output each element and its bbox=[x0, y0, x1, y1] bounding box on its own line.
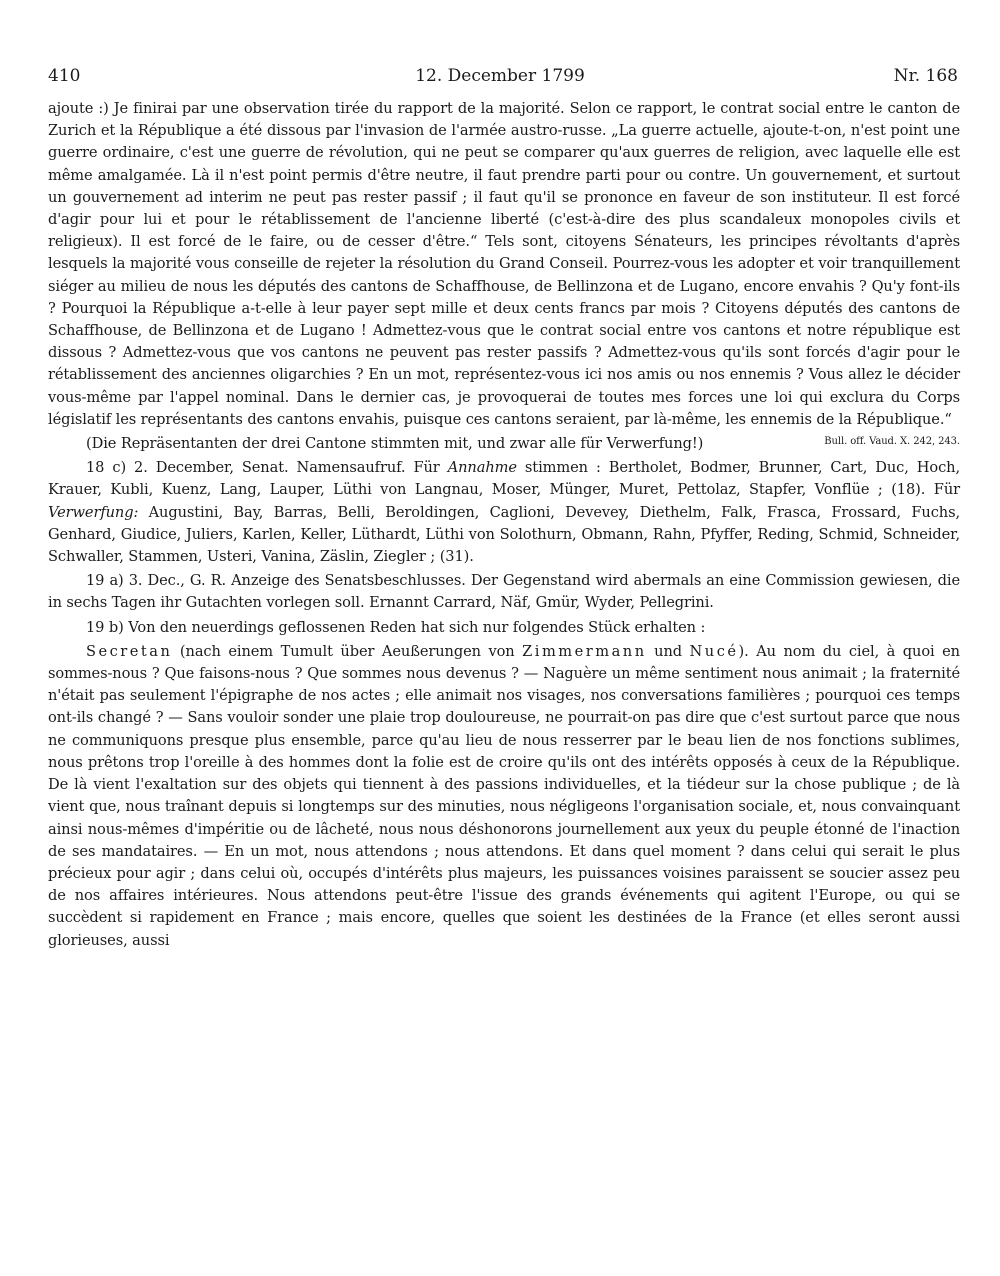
paragraph-senate-vote: 18 c) 2. December, Senat. Namensaufruf. Für Annahme stimmen : Bertholet, Bodmer, Brunner, Cart, Duc, Hoch, Krauer, Kubli, Kuenz, Lang, Lauper, Lüthi von Langnau, Moser, Münger, Muret, Pettolaz, Stapfer, Vonflüe ; (18). Für Verwerfung: Augustini, Bay, Barras, Belli, Beroldingen, Caglioni, Devevey, Diethelm, Falk, Frasca, Frossard, Fuchs, Genhard, Giudice, Juliers, Karlen, Keller, Lüthardt, Lüthi von Solothurn, Obmann, Rahn, Pfyffer, Reding, Schmid, Schneider, Schwaller, Stammen, Usteri, Vanina, Zäslin, Ziegler ; (31). bbox=[48, 459, 960, 566]
issue-number: Nr. 168 bbox=[893, 66, 958, 86]
paragraph-secretan-speech: Secretan (nach einem Tumult über Aeußerungen von Zimmermann und Nucé). Au nom du ciel, à quoi en sommes-nous ? Que faisons-nous ? Que sommes nous devenus ? — Naguère un même sentiment nous animait ; la fraternité n'était pas seulement l'épigraphe de nos actes ; elle animait nos visages, nos conversations familières ; pourquoi ces temps ont-ils changé ? — Sans vouloir sonder une plaie trop douloureuse, ne pourrait-on pas dire que c'est surtout parce que nous ne communiquons presque plus ensemble, parce qu'au lieu de nous resserrer par le beau lien de nos fonctions sublimes, nous prêtons trop l'oreille à des hommes dont la folie est de croire qu'ils ont des intérêts opposés à ceux de la République. De là vient l'exaltation sur des objets qui tiennent à des passions individuelles, et la tiédeur sur la chose publique ; de là vient que, nous traînant depuis si longtemps sur des minuties, nous négligeons l'organisation sociale, et, nous convainquant ainsi nous-mêmes d'impéritie ou de lâcheté, nous nous déshonorons journellement aux yeux du peuple étonné de l'inaction de ses mandataires. — En un mot, nous attendons ; nous attendons. Et dans quel moment ? dans celui qui serait le plus précieux pour agir ; dans celui où, occupés d'intérêts plus majeurs, les puissances voisines paraissent se soucier assez peu de nos affaires intérieures. Nous attendons peut-être l'issue des grands événements qui agitent l'Europe, ou qui se succèdent si rapidement en France ; mais encore, quelles que soient les destinées de la France (et elles seront aussi glorieuses, aussi bbox=[48, 642, 960, 949]
paragraph-representatives-note: (Die Repräsentanten der drei Cantone stimmten mit, und zwar alle für Verwerfung!) bbox=[86, 435, 704, 453]
paragraph-secretan-speech-end: ajoute :) Je finirai par une observation tirée du rapport de la majorité. Selon ce rapport, le contrat social entre le canton de Zurich et la République a été dissous par l'invasion de l'armée austro-russe. „La guerre actuelle, ajoute-t-on, n'est point une guerre ordinaire, c'est une guerre de révolution, qui ne peut se comparer qu'aux guerres de religion, avec laquelle elle est même amalgamée. Là il n'est point permis d'être neutre, il faut prendre parti pour ou contre. Un gouvernement, et surtout un gouvernement ad interim ne peut pas rester passif ; il faut qu'il se prononce en faveur de son instituteur. Il est forcé d'agir pour lui et pour le rétablissement de l'ancienne liberté (c'est-à-dire des plus scandaleux monopoles civils et religieux). Il est forcé de le faire, ou de cesser d'être.“ Tels sont, citoyens Sénateurs, les principes révoltants d'après lesquels la majorité vous conseille de rejeter la résolution du Grand Conseil. Pourrez-vous les adopter et voir tranquillement siéger au milieu de nous les députés des cantons de Schaffhouse, de Bellinzona et de Lugano, encore envahis ? Qu'y font-ils ? Pourquoi la République a-t-elle à leur payer sept mille et deux cents francs par mois ? Citoyens députés des cantons de Schaffhouse, de Bellinzona et de Lugano ! Admettez-vous que le contrat social entre vos cantons et notre république est dissous ? Admettez-vous que vos cantons ne peuvent pas rester passifs ? Admettez-vous qu'ils sont forcés d'agir pour le rétablissement des anciennes oligarchies ? En un mot, représentez-vous ici nos amis ou nos ennemis ? Vous allez le décider vous-même par l'appel nominal. Dans le dernier cas, je provoquerai de toutes mes forces une loi qui exclura du Corps législatif les représentants des cantons envahis, puisque ces cantons seraient, par là-même, les ennemis de la République.“ Bull. off. Vaud. X. 242, 243. bbox=[48, 98, 960, 431]
paragraph-commission: 19 a) 3. Dec., G. R. Anzeige des Senatsbeschlusses. Der Gegenstand wird abermals an eine Commission gewiesen, die in sechs Tagen ihr Gutachten vorlegen soll. Ernannt Carrard, Näf, Gmür, Wyder, Pellegrini. bbox=[48, 572, 960, 612]
header-date: 12. December 1799 bbox=[415, 66, 585, 86]
page-body bbox=[48, 98, 960, 952]
page-number: 410 bbox=[48, 66, 81, 86]
source-reference: Bull. off. Vaud. X. 242, 243. bbox=[824, 436, 960, 448]
speaker-name: Secretan bbox=[86, 642, 173, 660]
paragraph-speeches-intro: 19 b) Von den neuerdings geflossenen Reden hat sich nur folgendes Stück erhalten : bbox=[86, 618, 706, 636]
page-header bbox=[48, 66, 960, 86]
